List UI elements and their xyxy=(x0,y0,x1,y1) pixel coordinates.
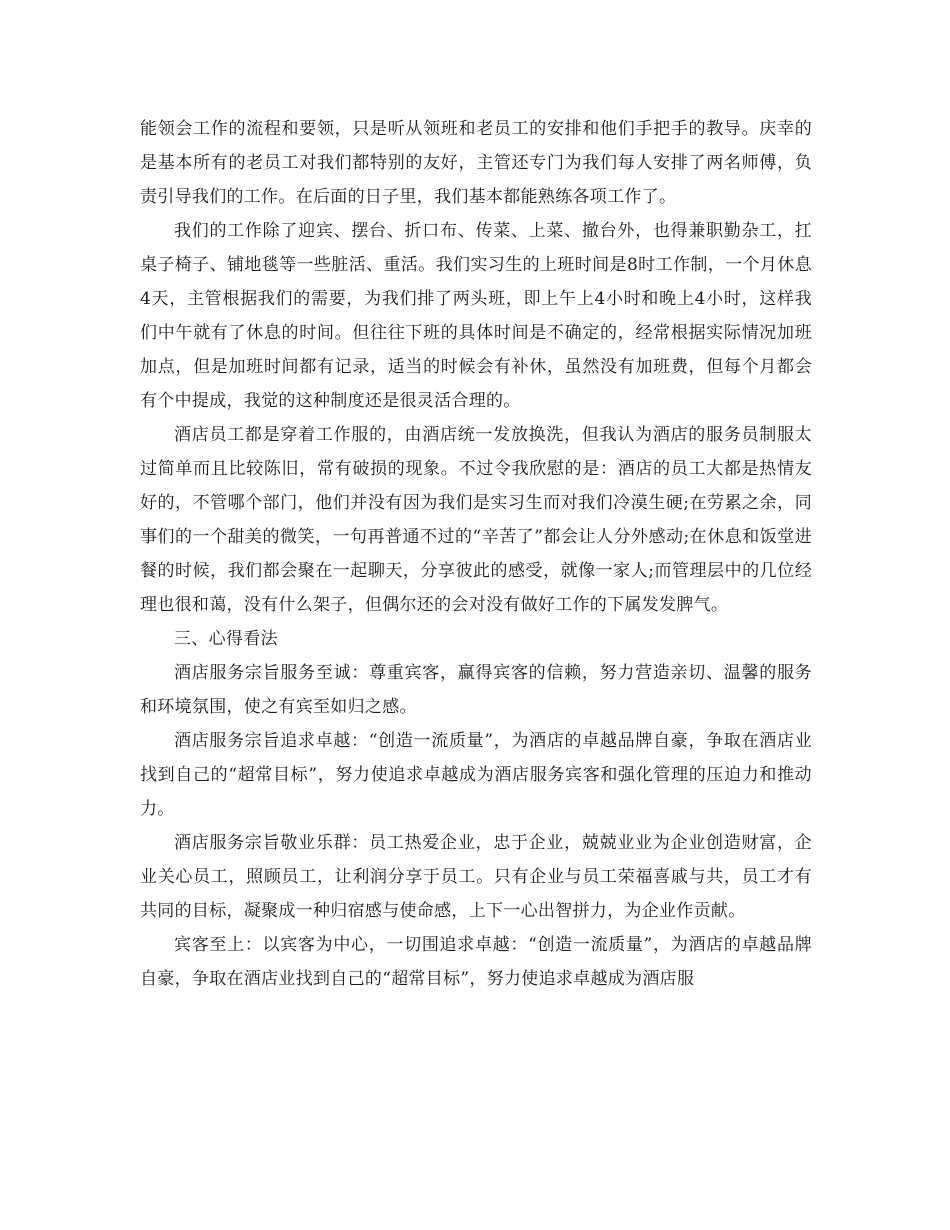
paragraph-service-sincerity: 酒店服务宗旨服务至诚：尊重宾客，赢得宾客的信赖，努力营造亲切、温馨的服务和环境氛围，使之有宾至如归之感。 xyxy=(140,663,812,717)
paragraph-pursue-excellence: 酒店服务宗旨追求卓越：“创造一流质量”，为酒店的卓越品牌自豪，争取在酒店业找到自己的“超常目标”，努力使追求卓越成为酒店服务宾客和强化管理的压迫力和推动力。 xyxy=(140,731,812,819)
paragraph-continued: 能领会工作的流程和要领，只是听从领班和老员工的安排和他们手把手的教导。庆幸的是基本所有的老员工对我们都特别的友好，主管还专门为我们每人安排了两名师傅，负责引导我们的工作。在后面的日子里，我们基本都能熟练各项工作了。 xyxy=(140,119,812,207)
document-body xyxy=(140,112,812,996)
section-heading-insights: 三、心得看法 xyxy=(174,629,278,649)
paragraph-dedication-teamwork: 酒店服务宗旨敬业乐群：员工热爱企业，忠于企业，兢兢业业为企业创造财富，企业关心员工，照顾员工，让利润分享于员工。只有企业与员工荣福喜戚与共，员工才有共同的目标，凝聚成一种归宿感与使命感，上下一心出智拼力，为企业作贡献。 xyxy=(140,833,812,921)
paragraph-work-duties: 我们的工作除了迎宾、摆台、折口布、传菜、上菜、撤台外，也得兼职勤杂工，扛桌子椅子、铺地毯等一些脏活、重活。我们实习生的上班时间是8时工作制，一个月休息4天，主管根据我们的需要，为我们排了两头班，即上午上4小时和晚上4小时，这样我们中午就有了休息的时间。但往往下班的具体时间是不确定的，经常根据实际情况加班加点，但是加班时间都有记录，适当的时候会有补休，虽然没有加班费，但每个月都会有个中提成，我觉的这种制度还是很灵活合理的。 xyxy=(140,221,812,411)
paragraph-guest-first: 宾客至上：以宾客为中心，一切围追求卓越：“创造一流质量”，为酒店的卓越品牌自豪，争取在酒店业找到自己的“超常目标”，努力使追求卓越成为酒店服 xyxy=(140,935,812,989)
paragraph-staff-uniform: 酒店员工都是穿着工作服的，由酒店统一发放换洗，但我认为酒店的服务员制服太过简单而且比较陈旧，常有破损的现象。不过令我欣慰的是：酒店的员工大都是热情友好的，不管哪个部门，他们并没有因为我们是实习生而对我们冷漠生硬;在劳累之余，同事们的一个甜美的微笑，一句再普通不过的“辛苦了”都会让人分外感动;在休息和饭堂进餐的时候，我们都会聚在一起聊天，分享彼此的感受，就像一家人;而管理层中的几位经理也很和蔼，没有什么架子，但偶尔还的会对没有做好工作的下属发发脾气。 xyxy=(140,425,812,615)
